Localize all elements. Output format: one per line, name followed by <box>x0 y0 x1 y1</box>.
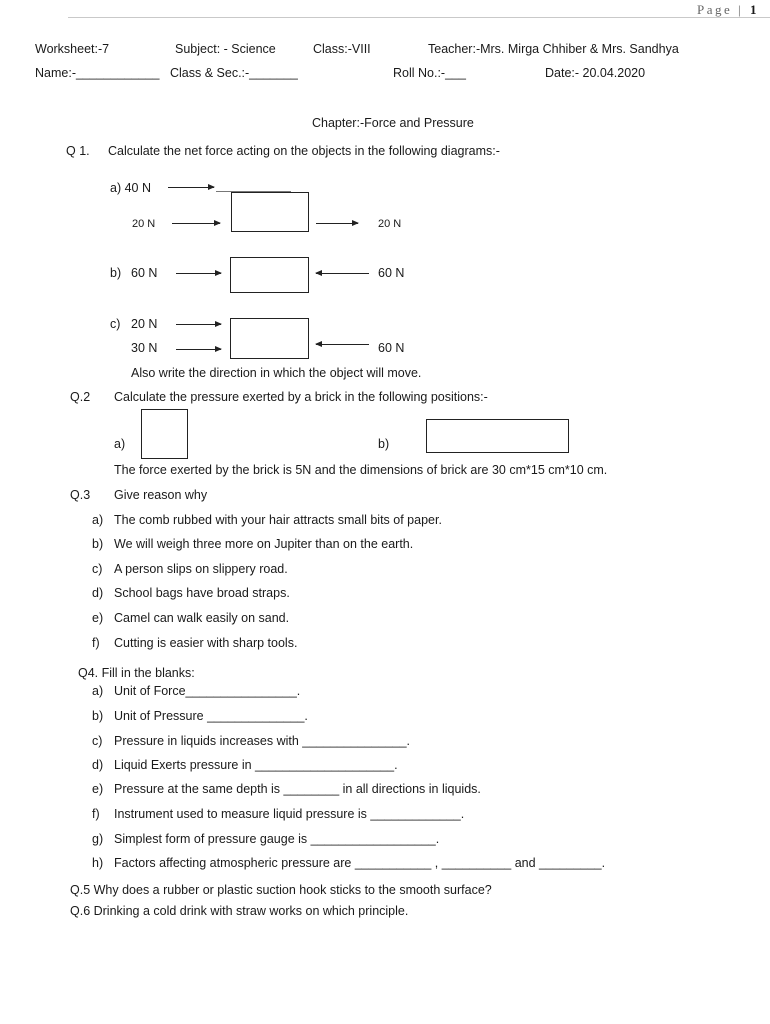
header-rule <box>68 17 770 18</box>
q1a-left-force: 20 N <box>132 218 156 230</box>
q1b-right-force: 60 N <box>378 266 405 280</box>
brick-standing <box>141 409 188 459</box>
q4-marker: b) <box>92 709 104 723</box>
q6-text: Q.6 Drinking a cold drink with straw works on which principle. <box>70 904 409 918</box>
arrow-right <box>176 349 221 350</box>
q4-title: Q4. Fill in the blanks: <box>78 666 195 680</box>
q4-item: Liquid Exerts pressure in ____________________. <box>114 758 398 772</box>
q1c-right-force: 60 N <box>378 341 405 355</box>
q1a-label: a) 40 N <box>110 181 151 195</box>
q2-text: Calculate the pressure exerted by a brick in the following positions:- <box>114 390 488 404</box>
object-box <box>230 318 309 359</box>
q4-item: Unit of Force________________. <box>114 684 301 698</box>
q3-item: A person slips on slippery road. <box>114 562 288 576</box>
q3-text: Give reason why <box>114 488 208 502</box>
q3-number: Q.3 <box>70 488 91 502</box>
worksheet-number: Worksheet:-7 <box>35 42 110 56</box>
q4-marker: e) <box>92 782 104 796</box>
q3-item: The comb rubbed with your hair attracts small bits of paper. <box>114 513 442 527</box>
q1-text: Calculate the net force acting on the objects in the following diagrams:- <box>108 144 500 158</box>
q3-marker: b) <box>92 537 104 551</box>
arrow-right <box>168 187 214 188</box>
q3-marker: f) <box>92 636 100 650</box>
q4-marker: c) <box>92 734 103 748</box>
q1b-left-force: 60 N <box>131 266 158 280</box>
teacher: Teacher:-Mrs. Mirga Chhiber & Mrs. Sandhya <box>428 42 679 56</box>
q1c-label: c) <box>110 317 121 331</box>
subject: Subject: - Science <box>175 42 276 56</box>
q3-item: Cutting is easier with sharp tools. <box>114 636 298 650</box>
q4-marker: a) <box>92 684 104 698</box>
name-field: Name:-____________ <box>35 66 160 80</box>
brick-lying <box>426 419 569 453</box>
q4-item: Factors affecting atmospheric pressure are ___________ , __________ and _________. <box>114 856 606 870</box>
q4-item: Simplest form of pressure gauge is __________________. <box>114 832 440 846</box>
arrow-right <box>316 223 358 224</box>
q4-marker: g) <box>92 832 104 846</box>
q1c-left-force-2: 30 N <box>131 341 158 355</box>
q1c-left-force-1: 20 N <box>131 317 158 331</box>
arrow-left <box>316 344 369 345</box>
q1-direction-note: Also write the direction in which the object will move. <box>131 366 422 380</box>
q3-item: We will weigh three more on Jupiter than on the earth. <box>114 537 414 551</box>
object-box <box>230 257 309 293</box>
roll-number-field: Roll No.:-___ <box>393 66 466 80</box>
q4-item: Pressure at the same depth is ________ in all directions in liquids. <box>114 782 481 796</box>
q2-note: The force exerted by the brick is 5N and the dimensions of brick are 30 cm*15 cm*10 cm. <box>114 463 608 477</box>
page-label: Page | <box>697 2 744 17</box>
q4-marker: d) <box>92 758 104 772</box>
q4-item: Pressure in liquids increases with _______________. <box>114 734 411 748</box>
q1b-label: b) <box>110 266 122 280</box>
arrow-right <box>176 324 221 325</box>
q2b-label: b) <box>378 437 390 451</box>
arrow-right <box>176 273 221 274</box>
q3-item: School bags have broad straps. <box>114 586 290 600</box>
q3-marker: e) <box>92 611 104 625</box>
q4-marker: f) <box>92 807 100 821</box>
chapter-title: Chapter:-Force and Pressure <box>312 116 474 130</box>
q5-text: Q.5 Why does a rubber or plastic suction hook sticks to the smooth surface? <box>70 883 492 897</box>
q1a-right-force: 20 N <box>378 218 402 230</box>
q4-item: Instrument used to measure liquid pressure is _____________. <box>114 807 465 821</box>
q2-number: Q.2 <box>70 390 91 404</box>
q4-item: Unit of Pressure ______________. <box>114 709 308 723</box>
arrow-left <box>316 273 369 274</box>
q3-marker: a) <box>92 513 104 527</box>
q4-marker: h) <box>92 856 104 870</box>
q3-marker: c) <box>92 562 103 576</box>
q2a-label: a) <box>114 437 126 451</box>
class: Class:-VIII <box>313 42 371 56</box>
q3-marker: d) <box>92 586 104 600</box>
page-number: 1 <box>750 2 757 17</box>
date: Date:- 20.04.2020 <box>545 66 646 80</box>
q3-item: Camel can walk easily on sand. <box>114 611 290 625</box>
object-box <box>231 192 309 232</box>
class-section-field: Class & Sec.:-_______ <box>170 66 298 80</box>
q1-number: Q 1. <box>66 144 90 158</box>
arrow-right <box>172 223 220 224</box>
